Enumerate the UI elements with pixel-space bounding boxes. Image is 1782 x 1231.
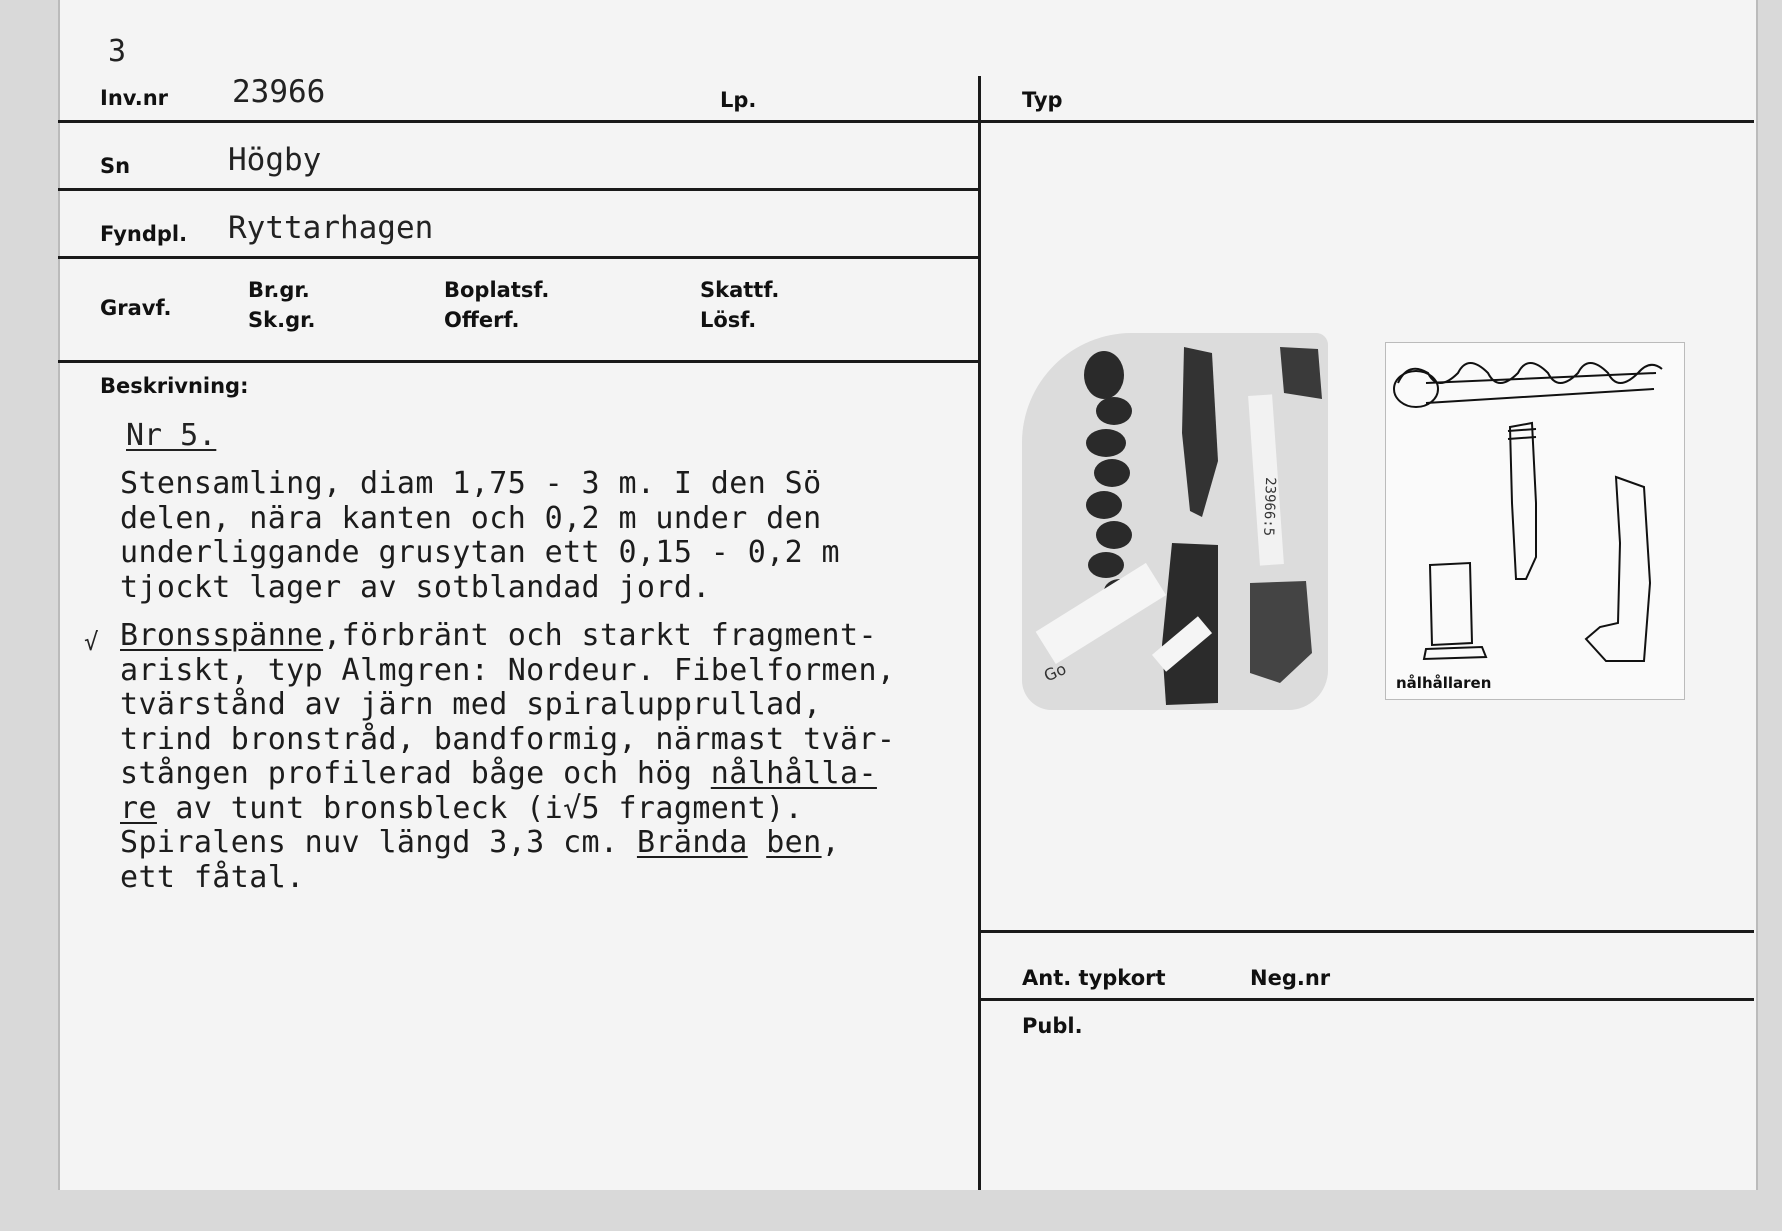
divider — [980, 998, 1754, 1001]
artifact-photo — [1022, 333, 1328, 710]
skattf-label: Skattf. — [700, 278, 780, 302]
description-line: re av tunt bronsbleck (i√5 fragment). — [120, 790, 804, 826]
description-line: ariskt, typ Almgren: Nordeur. Fibelformen, — [120, 652, 896, 688]
fyndpl-label: Fyndpl. — [100, 222, 188, 246]
description-text — [120, 467, 1000, 895]
divider — [58, 360, 980, 363]
sk-gr-label: Sk.gr. — [248, 308, 316, 332]
lp-label: Lp. — [720, 88, 757, 112]
neg-nr-label: Neg.nr — [1250, 966, 1331, 990]
description-line: delen, nära kanten och 0,2 m under den — [120, 500, 822, 536]
page-number: 3 — [108, 34, 127, 69]
description-line: Spiralens nuv längd 3,3 cm. Brända ben, — [120, 825, 841, 860]
inv-nr-label: Inv.nr — [100, 86, 169, 110]
typ-label: Typ — [1022, 88, 1063, 112]
br-gr-label: Br.gr. — [248, 278, 310, 302]
fyndpl-value: Ryttarhagen — [228, 210, 434, 246]
divider — [980, 120, 1754, 123]
description-line: ett fåtal. — [120, 859, 305, 895]
description-line: tjockt lager av sotblandad jord. — [120, 569, 711, 605]
offerf-label: Offerf. — [444, 308, 520, 332]
description-line: trind bronstråd, bandformig, närmast tvär- — [120, 721, 896, 757]
description-line: tvärstånd av järn med spiralupprullad, — [120, 687, 822, 722]
divider — [58, 188, 980, 191]
description-line: underliggande grusytan ett 0,15 - 0,2 m — [120, 535, 840, 570]
artifact-drawing — [1385, 342, 1685, 700]
losf-label: Lösf. — [700, 308, 757, 332]
boplatsf-label: Boplatsf. — [444, 278, 550, 302]
description-line: Stensamling, diam 1,75 - 3 m. I den Sö — [120, 466, 822, 501]
description-line: Bronsspänne,förbränt och starkt fragment- — [120, 618, 877, 653]
publ-label: Publ. — [1022, 1014, 1083, 1038]
gravf-label: Gravf. — [100, 296, 172, 320]
drawing-caption: nålhållaren — [1396, 674, 1492, 692]
photo-tag-number: 23966:5 — [1260, 476, 1279, 537]
photo-label: Go — [1041, 659, 1070, 686]
divider — [58, 120, 980, 123]
description-heading: Nr 5. — [126, 418, 217, 453]
check-mark: √ — [84, 628, 99, 656]
divider — [980, 930, 1754, 933]
description-line: stången profilerad båge och hög nålhålla- — [120, 756, 877, 791]
ant-typkort-label: Ant. typkort — [1022, 966, 1166, 990]
divider — [58, 256, 980, 259]
beskrivning-label: Beskrivning: — [100, 374, 249, 398]
sn-value: Högby — [228, 142, 322, 178]
sn-label: Sn — [100, 154, 131, 178]
inv-nr-value: 23966 — [232, 74, 326, 110]
